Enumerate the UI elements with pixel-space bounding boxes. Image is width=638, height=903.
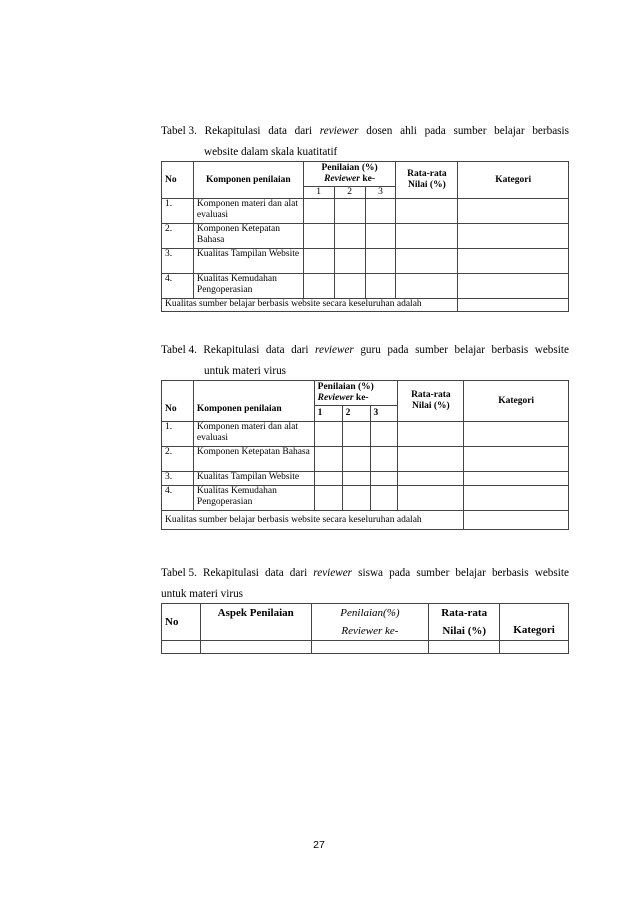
row-komponen: Komponen Ketepatan Bahasa (193, 447, 314, 472)
row-komponen: Komponen materi dan alat evaluasi (193, 422, 314, 447)
sub-header: 3 (365, 187, 396, 199)
table-row (162, 274, 569, 299)
caption-word: Rekapitulasi (204, 125, 261, 137)
caption-word: dari (294, 125, 313, 137)
ke-label: ke- (353, 393, 369, 403)
sub-header: 1 (314, 406, 342, 422)
empty-cell (314, 486, 342, 511)
table-3 (161, 161, 569, 312)
rata-label: Rata-rata (441, 607, 488, 619)
header-no: No (162, 162, 194, 199)
empty-cell (365, 274, 396, 299)
empty-cell (370, 447, 398, 472)
penilaian-label: Penilaian (%) (317, 382, 374, 392)
caption-line-2: untuk materi virus (204, 365, 287, 377)
caption-word: pada (389, 567, 411, 579)
reviewer-label: Reviewer ke- (341, 625, 399, 637)
table-5-caption (161, 566, 569, 601)
empty-cell (458, 274, 569, 299)
row-komponen: Kualitas Tampilan Website (193, 472, 314, 486)
caption-word: Rekapitulasi (203, 344, 260, 356)
empty-cell (398, 422, 464, 447)
caption-word: reviewer (319, 125, 359, 137)
row-no: 3. (162, 249, 194, 274)
table-row (162, 199, 569, 224)
empty-cell (396, 249, 458, 274)
empty-cell (464, 447, 569, 472)
row-no: 2. (162, 447, 194, 472)
empty-cell (314, 472, 342, 486)
empty-cell (334, 274, 365, 299)
rata-label: Rata-rata (407, 169, 447, 179)
table-row (162, 472, 569, 486)
table-row (162, 447, 569, 472)
table-row (162, 422, 569, 447)
caption-line-2: website dalam skala kuatitatif (204, 146, 338, 158)
empty-cell (458, 299, 569, 312)
row-komponen: Komponen materi dan alat evaluasi (193, 199, 303, 224)
caption-word: sumber (416, 567, 450, 579)
caption-label: Tabel 5. (161, 567, 197, 579)
empty-cell (334, 199, 365, 224)
caption-word: reviewer (313, 567, 353, 579)
reviewer-label: Reviewer (324, 174, 360, 184)
caption-word: belajar (454, 344, 485, 356)
empty-cell (311, 641, 429, 654)
empty-cell (334, 249, 365, 274)
empty-cell (342, 422, 370, 447)
empty-cell (370, 486, 398, 511)
nilai-label: Nilai (%) (411, 401, 450, 411)
penilaian-label: Penilaian(%) (340, 607, 400, 619)
header-komponen: Komponen penilaian (193, 381, 314, 422)
empty-cell (334, 224, 365, 249)
header-penilaian (314, 381, 398, 406)
caption-word: berbasis (491, 567, 529, 579)
empty-cell (303, 224, 334, 249)
empty-cell (396, 199, 458, 224)
row-no: 1. (162, 199, 194, 224)
caption-word: pada (424, 125, 446, 137)
table-footer-row (162, 511, 569, 530)
caption-word: belajar (494, 125, 525, 137)
table-5 (161, 603, 569, 654)
empty-cell (200, 641, 311, 654)
empty-cell (464, 422, 569, 447)
empty-cell (398, 472, 464, 486)
sub-header: 2 (334, 187, 365, 199)
empty-cell (500, 641, 569, 654)
header-rata-rata (396, 162, 458, 199)
row-no: 4. (162, 274, 194, 299)
empty-cell (398, 447, 464, 472)
caption-word: sumber (415, 344, 448, 356)
header-no: No (162, 604, 201, 641)
empty-cell (396, 274, 458, 299)
table-4 (161, 380, 569, 530)
header-no: No (162, 381, 194, 422)
empty-cell (398, 486, 464, 511)
caption-word: belajar (455, 567, 486, 579)
caption-line-2: untuk materi virus (161, 588, 244, 600)
caption-word: dari (291, 344, 309, 356)
caption-label: Tabel 4. (161, 344, 197, 356)
header-rata-rata (429, 604, 500, 641)
caption-word: website (534, 567, 569, 579)
table-footer-row (162, 299, 569, 312)
empty-cell (314, 422, 342, 447)
row-komponen: Kualitas Kemudahan Pengoperasian (193, 486, 314, 511)
caption-word: data (265, 344, 285, 356)
header-kategori: Kategori (464, 381, 569, 422)
caption-word: siswa (358, 567, 384, 579)
table-row (162, 224, 569, 249)
caption-word: dosen (366, 125, 393, 137)
caption-word: pada (387, 344, 409, 356)
empty-cell (429, 641, 500, 654)
table-3-caption (161, 124, 569, 159)
table-row (162, 486, 569, 511)
empty-cell (365, 224, 396, 249)
empty-cell (458, 199, 569, 224)
empty-cell (303, 199, 334, 224)
nilai-label: Nilai (%) (408, 180, 446, 190)
row-komponen: Komponen Ketepatan Bahasa (193, 224, 303, 249)
nilai-label: Nilai (%) (442, 625, 487, 637)
row-no: 4. (162, 486, 194, 511)
caption-word: dari (289, 567, 308, 579)
empty-cell (464, 486, 569, 511)
sub-header: 2 (342, 406, 370, 422)
page-number: 27 (313, 839, 325, 851)
row-komponen: Kualitas Kemudahan Pengoperasian (193, 274, 303, 299)
rata-label: Rata-rata (411, 390, 451, 400)
empty-cell (370, 422, 398, 447)
caption-word: Rekapitulasi (202, 567, 259, 579)
empty-cell (342, 447, 370, 472)
empty-cell (342, 472, 370, 486)
caption-word: website (534, 344, 569, 356)
empty-cell (162, 641, 201, 654)
caption-word: sumber (453, 125, 487, 137)
empty-cell (365, 249, 396, 274)
empty-cell (370, 472, 398, 486)
empty-cell (314, 447, 342, 472)
empty-cell (396, 224, 458, 249)
empty-cell (458, 249, 569, 274)
caption-label: Tabel 3. (161, 125, 197, 137)
caption-word: guru (360, 344, 381, 356)
header-aspek: Aspek Penilaian (200, 604, 311, 641)
table-row (162, 249, 569, 274)
empty-cell (365, 199, 396, 224)
caption-word: data (265, 567, 284, 579)
sub-header: 3 (370, 406, 398, 422)
footer-text: Kualitas sumber belajar berbasis website secara keseluruhan adalah (162, 511, 464, 530)
header-kategori: Kategori (500, 604, 569, 641)
caption-word: reviewer (315, 344, 354, 356)
empty-cell (464, 511, 569, 530)
header-penilaian (303, 162, 396, 187)
caption-word: ahli (400, 125, 417, 137)
penilaian-label: Penilaian (%) (321, 163, 378, 173)
header-penilaian (311, 604, 429, 641)
row-komponen: Kualitas Tampilan Website (193, 249, 303, 274)
caption-word: data (268, 125, 287, 137)
row-no: 1. (162, 422, 194, 447)
reviewer-label: Reviewer (317, 393, 354, 403)
caption-word: berbasis (491, 344, 529, 356)
empty-cell (303, 249, 334, 274)
table-4-caption (161, 343, 569, 378)
footer-text: Kualitas sumber belajar berbasis website secara keseluruhan adalah (162, 299, 458, 312)
caption-word: berbasis (532, 125, 569, 137)
row-no: 2. (162, 224, 194, 249)
header-komponen: Komponen penilaian (193, 162, 303, 199)
row-no: 3. (162, 472, 194, 486)
header-kategori: Kategori (458, 162, 569, 199)
ke-label: ke- (359, 174, 376, 184)
empty-cell (303, 274, 334, 299)
empty-cell (342, 486, 370, 511)
empty-cell (458, 224, 569, 249)
header-rata-rata (398, 381, 464, 422)
empty-cell (464, 472, 569, 486)
sub-header: 1 (303, 187, 334, 199)
table-row (162, 641, 569, 654)
